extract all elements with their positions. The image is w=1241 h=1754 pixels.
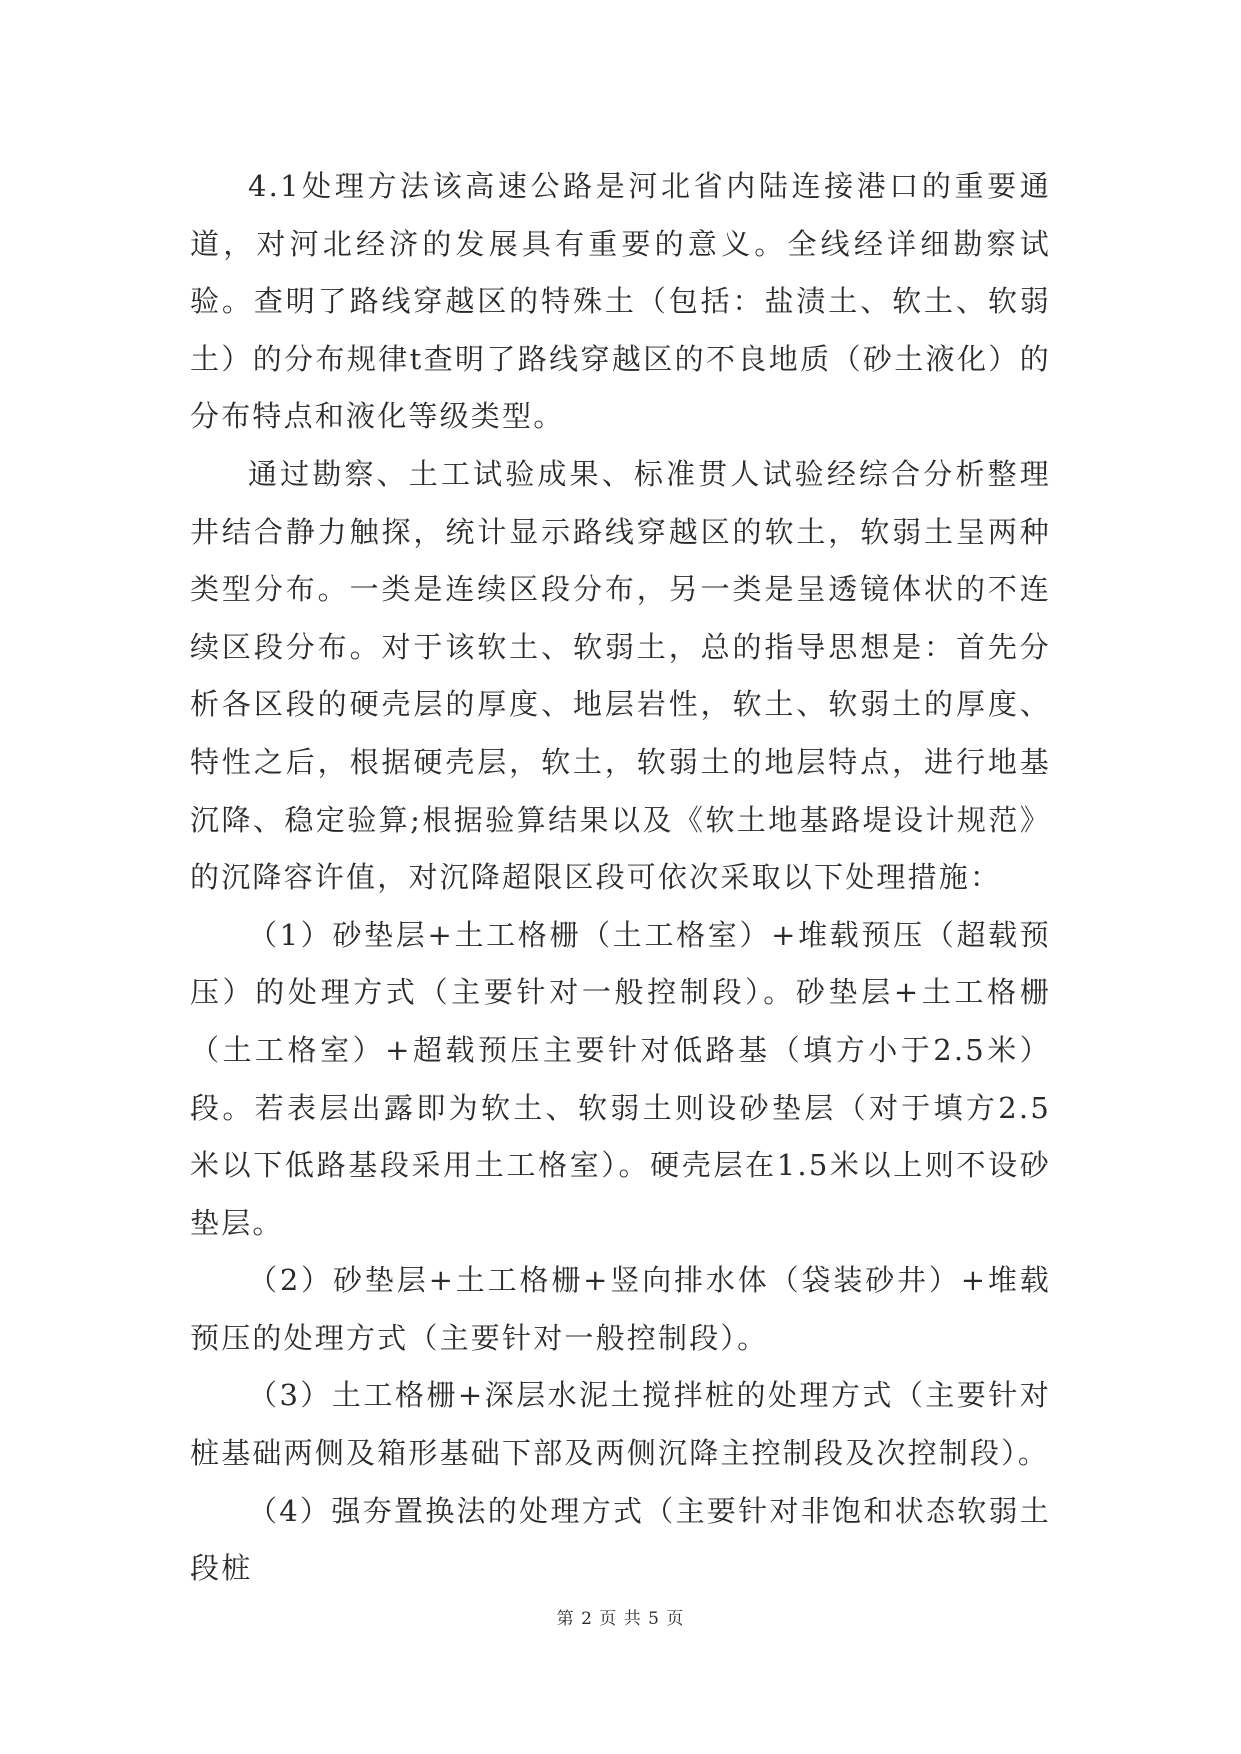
document-body [190, 158, 1051, 1598]
paragraph-measure-4: （4）强夯置换法的处理方式（主要针对非饱和状态软弱土段桩 [190, 1493, 1051, 1586]
paragraph-survey-analysis: 通过勘察、土工试验成果、标准贯人试验经综合分析整理井结合静力触探，统计显示路线穿越区的软土，软弱土呈两种类型分布。一类是连续区段分布，另一类是呈透镜体状的不连续区段分布。对于该软土、软弱土，总的指导思想是：首先分析各区段的硬壳层的厚度、地层岩性，软土、软弱土的厚度、特性之后，根据硬壳层，软土，软弱土的地层特点，进行地基沉降、稳定验算;根据验算结果以及《软土地基路堤设计规范》的沉降容许值，对沉降超限区段可依次采取以下处理措施： [190, 456, 1051, 895]
paragraph-measure-1: （1）砂垫层+土工格栅（土工格室）+堆载预压（超载预压）的处理方式（主要针对一般控制段）。砂垫层+土工格栅（土工格室）+超载预压主要针对低路基（填方小于2.5米）段。若表层出露即为软土、软弱土则设砂垫层（对于填方2.5米以下低路基段采用土工格室）。硬壳层在1.5米以上则不设砂垫层。 [190, 917, 1051, 1240]
paragraph-measure-3: （3）土工格栅+深层水泥土搅拌桩的处理方式（主要针对桩基础两侧及箱形基础下部及两侧沉降主控制段及次控制段）。 [190, 1378, 1051, 1471]
paragraph-processing-method: 4.1处理方法该高速公路是河北省内陆连接港口的重要通道，对河北经济的发展具有重要的意义。全线经详细勘察试验。查明了路线穿越区的特殊土（包括：盐渍土、软土、软弱土）的分布规律t查明了路线穿越区的不良地质（砂土液化）的分布特点和液化等级类型。 [190, 169, 1051, 434]
page-number-footer: 第 2 页 共 5 页 [556, 1609, 685, 1629]
paragraph-measure-2: （2）砂垫层+土工格栅+竖向排水体（袋装砂井）+堆载预压的处理方式（主要针对一般控制段）。 [190, 1263, 1051, 1355]
